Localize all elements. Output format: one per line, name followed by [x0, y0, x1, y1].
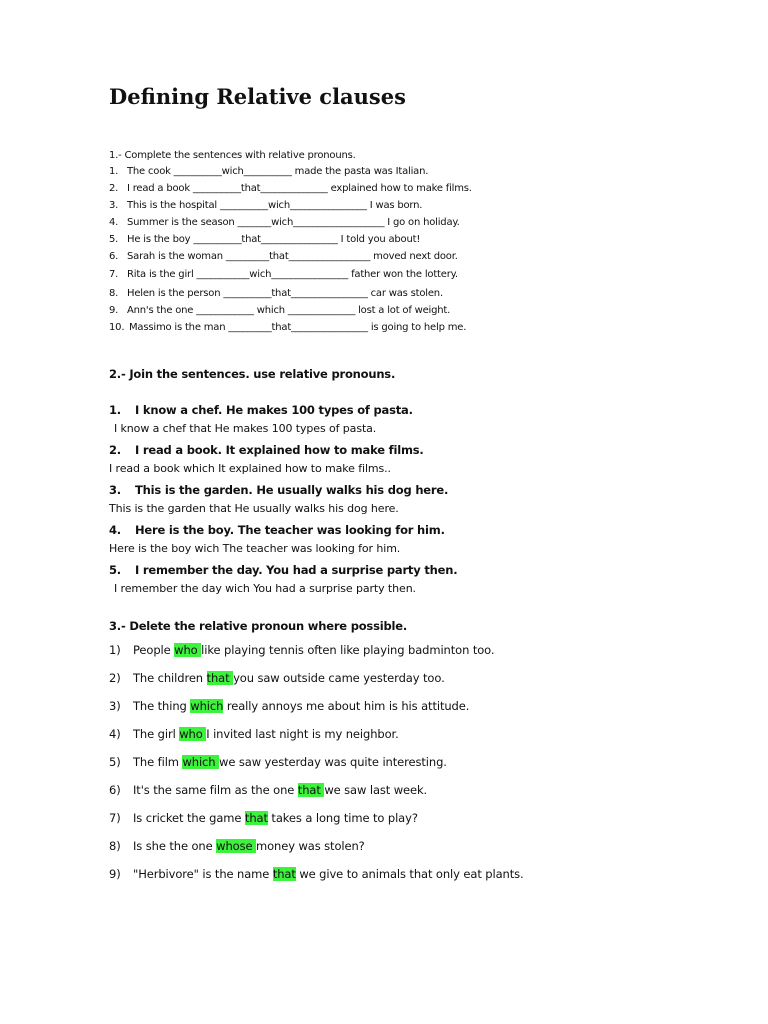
item-number: 2.: [109, 443, 121, 457]
highlighted-pronoun: whose: [216, 839, 256, 853]
item-number: 4.: [109, 523, 121, 537]
sentence-end: money was stolen?: [256, 839, 365, 853]
item-number: 4): [109, 727, 121, 741]
item-number: 3.: [109, 200, 119, 211]
sentence-start: The children: [133, 671, 207, 685]
section-2-heading: 2.- Join the sentences. use relative pronouns.: [109, 367, 396, 381]
exercise-answer: I remember the day wich You had a surprise party then.: [114, 582, 416, 595]
item-number: 7.: [109, 269, 119, 280]
sentence-start: Is she the one: [133, 839, 217, 853]
item-number: 10.: [109, 322, 125, 333]
list-item: [109, 755, 447, 769]
exercise-question: [109, 563, 457, 577]
list-item: [109, 867, 524, 881]
item-text: Rita is the girl ___________wich________________ father won the lottery.: [127, 269, 458, 280]
list-item: [109, 727, 399, 741]
item-text: I read a book __________that______________ explained how to make films.: [127, 183, 472, 194]
exercise-question: [109, 403, 413, 417]
list-item: [109, 305, 450, 316]
item-number: 8.: [109, 288, 119, 299]
sentence-end: takes a long time to play?: [267, 811, 418, 825]
item-number: 8): [109, 839, 121, 853]
list-item: [109, 183, 472, 194]
question-text: This is the garden. He usually walks his dog here.: [135, 483, 449, 497]
highlighted-pronoun: that: [244, 811, 268, 825]
item-text: Helen is the person __________that________________ car was stolen.: [127, 288, 443, 299]
list-item: [109, 217, 460, 228]
exercise-answer: I read a book which It explained how to make films..: [109, 462, 391, 475]
sentence-end: we saw yesterday was quite interesting.: [219, 755, 447, 769]
list-item: [109, 643, 494, 657]
item-number: 5.: [109, 234, 119, 245]
sentence-end: like playing tennis often like playing badminton too.: [201, 643, 495, 657]
exercise-answer: Here is the boy wich The teacher was looking for him.: [109, 542, 401, 555]
item-number: 1.: [109, 166, 119, 177]
item-number: 6.: [109, 251, 119, 262]
sentence-end: I invited last night is my neighbor.: [206, 727, 399, 741]
item-text: He is the boy __________that________________ I told you about!: [127, 234, 421, 245]
sentence-end: you saw outside came yesterday too.: [233, 671, 445, 685]
list-item: [109, 699, 469, 713]
sentence-start: "Herbivore" is the name: [133, 867, 273, 881]
exercise-question: [109, 483, 448, 497]
item-number: 9): [109, 867, 121, 881]
item-text: Sarah is the woman _________that_________________ moved next door.: [127, 251, 458, 262]
item-number: 6): [109, 783, 121, 797]
list-item: [109, 251, 458, 262]
sentence-end: we saw last week.: [324, 783, 428, 797]
item-number: 5.: [109, 563, 121, 577]
list-item: [109, 288, 443, 299]
highlighted-pronoun: who: [179, 727, 207, 741]
item-number: 4.: [109, 217, 119, 228]
item-number: 3): [109, 699, 121, 713]
question-text: I read a book. It explained how to make films.: [135, 443, 424, 457]
highlighted-pronoun: which: [182, 755, 220, 769]
question-text: I remember the day. You had a surprise party then.: [135, 563, 458, 577]
question-text: I know a chef. He makes 100 types of pasta.: [135, 403, 413, 417]
sentence-start: The girl: [133, 727, 180, 741]
item-number: 7): [109, 811, 121, 825]
sentence-start: The film: [133, 755, 183, 769]
highlighted-pronoun: which: [190, 699, 224, 713]
list-item: [109, 671, 445, 685]
list-item: [109, 783, 427, 797]
highlighted-pronoun: that: [297, 783, 325, 797]
list-item: [109, 166, 428, 177]
sentence-start: People: [133, 643, 175, 657]
item-number: 1): [109, 643, 121, 657]
sentence-end: really annoys me about him is his attitude.: [223, 699, 470, 713]
item-number: 1.: [109, 403, 121, 417]
item-number: 9.: [109, 305, 119, 316]
list-item: [109, 200, 422, 211]
sentence-start: It's the same film as the one: [133, 783, 298, 797]
exercise-answer: I know a chef that He makes 100 types of pasta.: [114, 422, 377, 435]
sentence-end: we give to animals that only eat plants.: [295, 867, 524, 881]
item-text: Massimo is the man _________that________________ is going to help me.: [129, 322, 467, 333]
item-number: 5): [109, 755, 121, 769]
exercise-answer: This is the garden that He usually walks his dog here.: [109, 502, 399, 515]
page-title: Defining Relative clauses: [109, 84, 406, 109]
highlighted-pronoun: that: [272, 867, 296, 881]
item-text: This is the hospital __________wich________________ I was born.: [127, 200, 423, 211]
item-number: 2): [109, 671, 121, 685]
list-item: [109, 269, 458, 280]
highlighted-pronoun: who: [174, 643, 202, 657]
section-1-heading: 1.- Complete the sentences with relative pronouns.: [109, 150, 356, 161]
question-text: Here is the boy. The teacher was looking for him.: [135, 523, 445, 537]
item-number: 2.: [109, 183, 119, 194]
sentence-start: Is cricket the game: [133, 811, 245, 825]
item-text: The cook __________wich__________ made the pasta was Italian.: [127, 166, 429, 177]
list-item: [109, 322, 466, 333]
item-text: Ann's the one ____________ which ______________ lost a lot of weight.: [127, 305, 451, 316]
exercise-question: [109, 443, 424, 457]
section-3-heading: 3.- Delete the relative pronoun where possible.: [109, 619, 407, 633]
list-item: [109, 839, 365, 853]
sentence-start: The thing: [133, 699, 191, 713]
exercise-question: [109, 523, 445, 537]
item-number: 3.: [109, 483, 121, 497]
highlighted-pronoun: that: [206, 671, 234, 685]
list-item: [109, 811, 418, 825]
list-item: [109, 234, 420, 245]
item-text: Summer is the season _______wich___________________ I go on holiday.: [127, 217, 460, 228]
